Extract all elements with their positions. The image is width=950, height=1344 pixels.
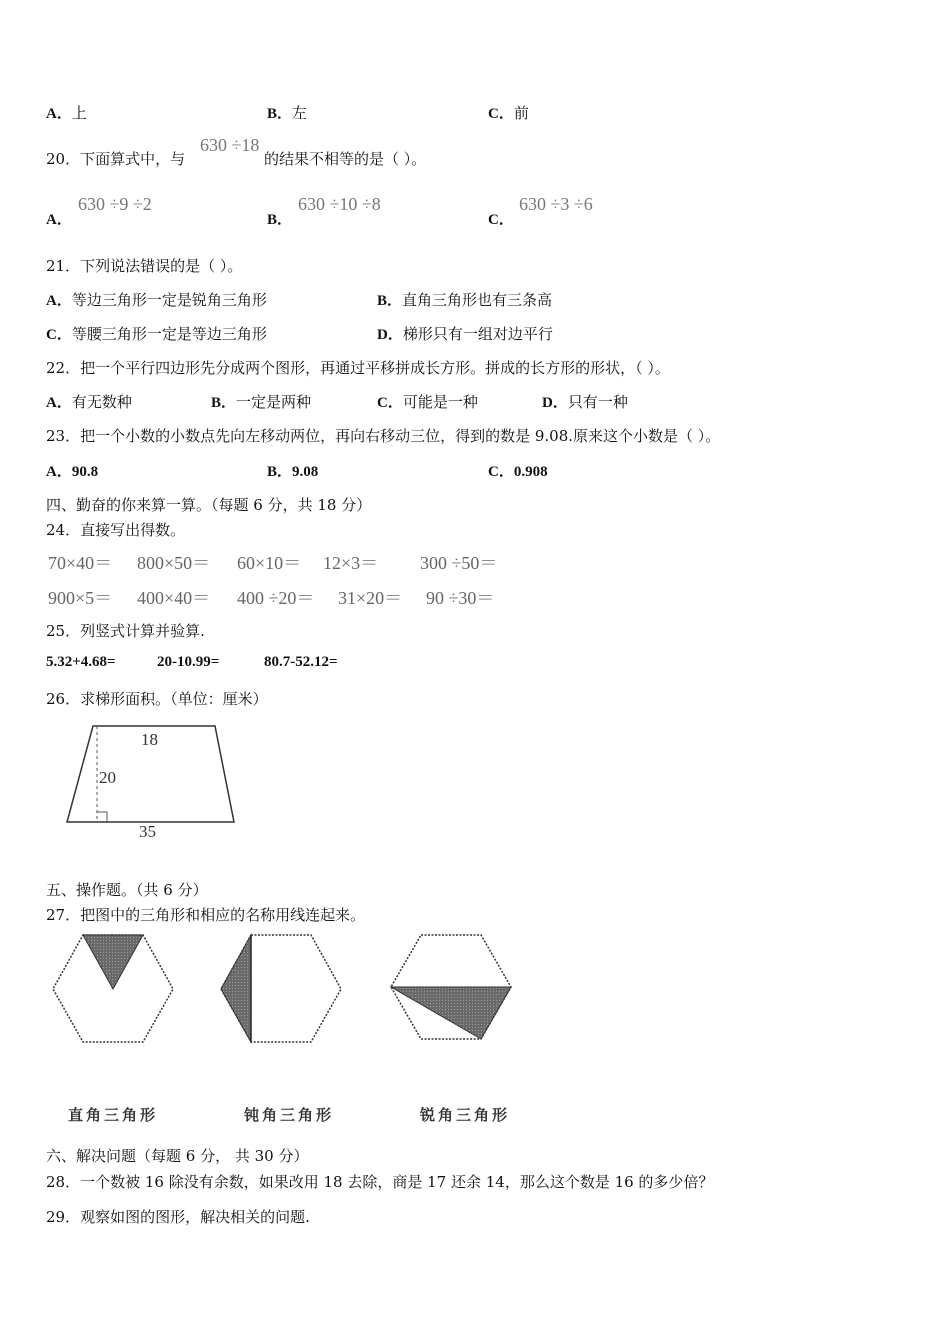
q24-item: 400 ÷20＝ (237, 588, 315, 608)
hexagon-2 (221, 935, 341, 1042)
q25-item: 20-10.99= (157, 654, 220, 670)
hexagon-3 (391, 935, 511, 1039)
hexagon-figures (40, 925, 540, 1055)
trapezoid-bottom-label: 35 (139, 822, 156, 841)
q22-option-a: A．有无数种 (46, 393, 132, 411)
label-acute-triangle: 锐角三角形 (420, 1106, 511, 1124)
q22-stem: 22．把一个平行四边形先分成两个图形，再通过平移拼成长方形。拼成的长方形的形状，（ ）。 (46, 359, 670, 377)
triangle-3 (391, 987, 511, 1039)
q20-stem-suffix: 的结果不相等的是（ ）。 (264, 150, 427, 168)
q24-item: 300 ÷50＝ (420, 553, 498, 573)
triangle-2 (221, 935, 251, 1042)
q19-option-a: A．上 (46, 104, 87, 122)
q21-option-d: D．梯形只有一组对边平行 (377, 325, 553, 343)
q25-item: 80.7-52.12= (264, 654, 338, 670)
label-obtuse-triangle: 钝角三角形 (244, 1106, 335, 1124)
q24-item: 70×40＝ (48, 553, 113, 573)
q21-option-c: C．等腰三角形一定是等边三角形 (46, 325, 267, 343)
q23-option-b: B．9.08 (267, 464, 319, 480)
q22-option-b: B．一定是两种 (211, 393, 312, 411)
q23-stem: 23．把一个小数的小数点先向左移动两位，再向右移动三位，得到的数是 9.08.原来这个小数是（ ）。 (46, 427, 721, 445)
q27-stem: 27．把图中的三角形和相应的名称用线连起来。 (46, 906, 366, 924)
trapezoid-figure (60, 720, 250, 845)
q23-option-a: A．90.8 (46, 464, 99, 480)
q25-item: 5.32+4.68= (46, 654, 116, 670)
q20-option-a-letter: A． (46, 212, 72, 228)
trapezoid-height-label: 20 (99, 768, 116, 787)
q24-item: 12×3＝ (323, 553, 379, 573)
right-angle-mark (97, 812, 107, 822)
hexagon-1 (53, 935, 173, 1042)
q20-option-a-expr: 630 ÷9 ÷2 (78, 194, 152, 214)
q24-item: 900×5＝ (48, 588, 113, 608)
q24-item: 60×10＝ (237, 553, 302, 573)
q29-stem: 29．观察如图的图形，解决相关的问题. (46, 1208, 310, 1226)
section-5-heading: 五、操作题。（共 6 分） (46, 881, 208, 899)
q21-option-a: A．等边三角形一定是锐角三角形 (46, 291, 267, 309)
q20-option-b-expr: 630 ÷10 ÷8 (298, 194, 381, 214)
q24-item: 90 ÷30＝ (426, 588, 495, 608)
q25-stem: 25．列竖式计算并验算. (46, 622, 205, 640)
q20-option-c-letter: C． (488, 212, 514, 228)
q24-stem: 24．直接写出得数。 (46, 521, 186, 539)
triangle-1 (83, 935, 143, 989)
q24-item: 800×50＝ (137, 553, 211, 573)
q20-stem-prefix: 20．下面算式中，与 (46, 150, 186, 168)
section-4-heading: 四、勤奋的你来算一算。（每题 6 分，共 18 分） (46, 496, 372, 514)
q20-option-c-expr: 630 ÷3 ÷6 (519, 194, 593, 214)
trapezoid-top-label: 18 (141, 730, 158, 749)
q20-stem-expression: 630 ÷18 (200, 135, 260, 155)
q19-option-c: C．前 (488, 104, 529, 122)
label-right-triangle: 直角三角形 (68, 1106, 159, 1124)
q24-item: 31×20＝ (338, 588, 403, 608)
q22-option-c: C．可能是一种 (377, 393, 478, 411)
section-6-heading: 六、解决问题（每题 6 分， 共 30 分） (46, 1147, 309, 1165)
q28-stem: 28．一个数被 16 除没有余数，如果改用 18 去除，商是 17 还余 14，那么这个数是 16 的多少倍？ (46, 1173, 714, 1191)
q26-stem: 26．求梯形面积。（单位：厘米） (46, 690, 268, 708)
q23-option-c: C．0.908 (488, 464, 548, 480)
q21-option-b: B．直角三角形也有三条高 (377, 291, 553, 309)
q22-option-d: D．只有一种 (542, 393, 628, 411)
q21-stem: 21．下列说法错误的是（ ）。 (46, 257, 243, 275)
q19-option-b: B．左 (267, 104, 308, 122)
q24-item: 400×40＝ (137, 588, 211, 608)
q20-option-b-letter: B． (267, 212, 293, 228)
